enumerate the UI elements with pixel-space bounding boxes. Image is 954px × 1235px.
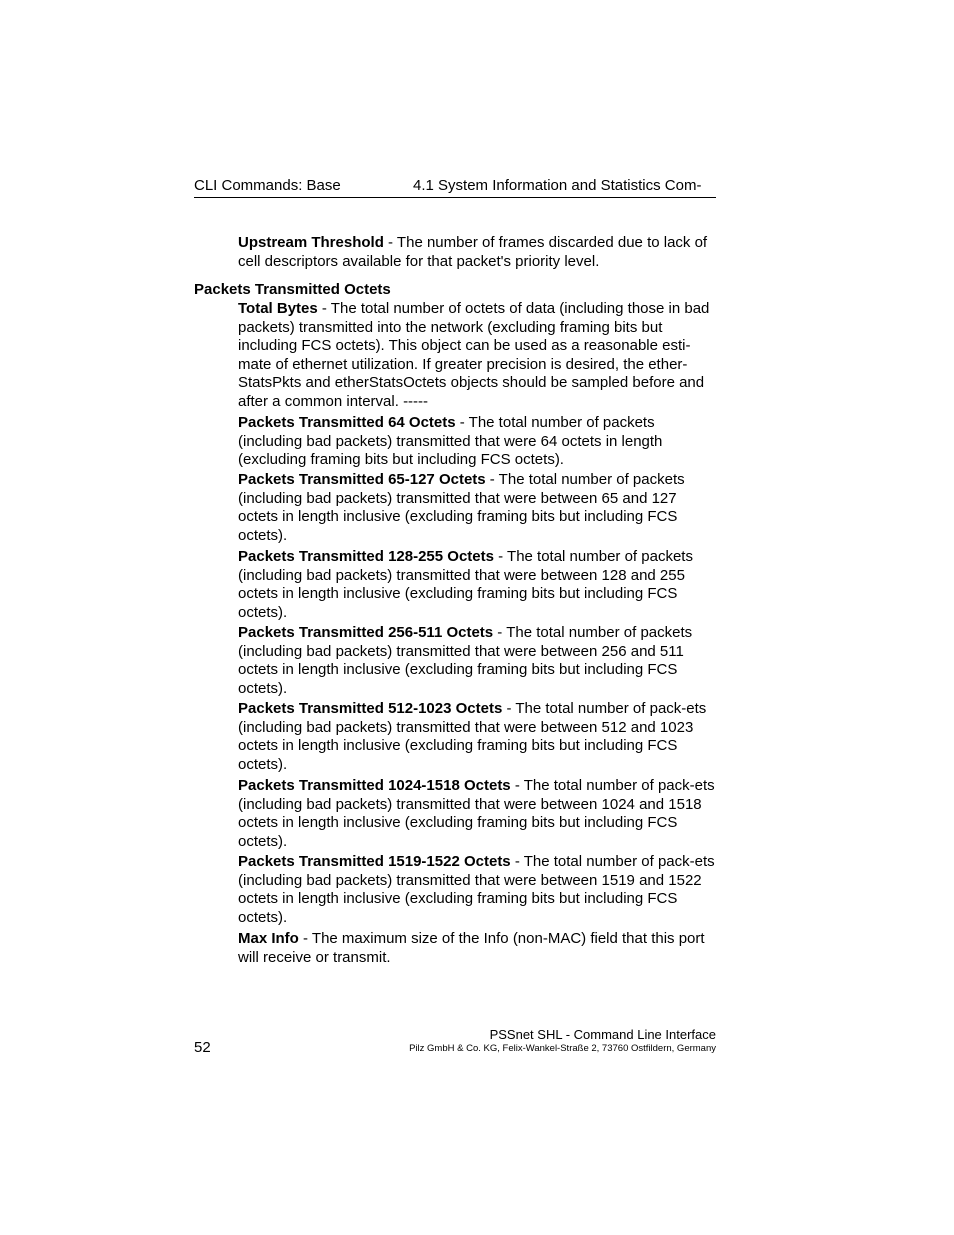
entry-term: Packets Transmitted 256-511 Octets xyxy=(238,624,494,641)
entry-description: - The total number of packets (including bad packets) transmitted that were between 128 and 255 octets in length inclusive (excluding framing bits but including FCS octets). xyxy=(238,548,693,621)
entry-packets-1519-1522 xyxy=(238,853,716,927)
entry-description: - The total number of pack-ets (including bad packets) transmitted that were between 512 and 1023 octets in length inclusive (excluding framing bits but including FCS octets). xyxy=(238,700,707,773)
footer-address: Pilz GmbH & Co. KG, Felix-Wankel-Straße 2, 73760 Ostfildern, Germany xyxy=(409,1043,716,1054)
entry-packets-128-255 xyxy=(238,548,716,622)
entry-description: - The total number of packets (including bad packets) transmitted that were between 65 and 127 octets in length inclusive (excluding framing bits but including FCS octets). xyxy=(238,471,685,544)
header-chapter: CLI Commands: Base xyxy=(194,177,341,194)
entry-packets-1024-1518 xyxy=(238,777,716,851)
running-header xyxy=(194,175,716,198)
entry-max-info xyxy=(238,930,716,967)
entry-description: - The total number of pack-ets (including bad packets) transmitted that were between 1024 and 1518 octets in length inclusive (excluding framing bits but including FCS octets). xyxy=(238,777,715,850)
section-title: Packets Transmitted Octets xyxy=(194,281,391,298)
entry-term: Packets Transmitted 512-1023 Octets xyxy=(238,700,503,717)
entry-term: Packets Transmitted 1024-1518 Octets xyxy=(238,777,511,794)
entry-term: Total Bytes xyxy=(238,300,318,317)
entry-description: - The total number of pack-ets (including bad packets) transmitted that were between 1519 and 1522 octets in length inclusive (excluding framing bits but including FCS octets). xyxy=(238,853,715,926)
entry-term: Packets Transmitted 64 Octets xyxy=(238,414,456,431)
entry-description: - The maximum size of the Info (non-MAC) field that this port will receive or transmit. xyxy=(238,930,705,966)
page-number: 52 xyxy=(194,1039,211,1056)
entry-term: Packets Transmitted 65-127 Octets xyxy=(238,471,486,488)
entry-description: - The total number of octets of data (including those in bad packets) transmitted into the network (excluding framing bits but including FCS octets). This object can be used as a reasonable esti-mate of ethernet utilization. If greater precision is desired, the ether-StatsPkts and etherStatsOctets objects should be sampled before and after a common interval. ----- xyxy=(238,300,710,410)
entry-term: Packets Transmitted 1519-1522 Octets xyxy=(238,853,511,870)
entry-term: Packets Transmitted 128-255 Octets xyxy=(238,548,494,565)
entry-term: Upstream Threshold xyxy=(238,234,384,251)
entry-description: - The total number of packets (including bad packets) transmitted that were between 256 and 511 octets in length inclusive (excluding framing bits but including FCS octets). xyxy=(238,624,693,697)
entry-description: - The total number of packets (including bad packets) transmitted that were 64 octets in length (excluding framing bits but including FCS octets). xyxy=(238,414,663,469)
entry-term: Max Info xyxy=(238,930,299,947)
entry-upstream-threshold xyxy=(238,234,716,271)
entry-description: - The number of frames discarded due to lack of cell descriptors available for that packet's priority level. xyxy=(238,234,708,270)
entry-packets-65-127 xyxy=(238,471,716,545)
entry-packets-512-1023 xyxy=(238,700,716,774)
header-section: 4.1 System Information and Statistics Com- xyxy=(413,177,702,194)
entry-total-bytes xyxy=(238,300,716,412)
footer-title: PSSnet SHL - Command Line Interface xyxy=(489,1027,716,1042)
entry-packets-64 xyxy=(238,414,716,470)
entry-packets-256-511 xyxy=(238,624,716,698)
